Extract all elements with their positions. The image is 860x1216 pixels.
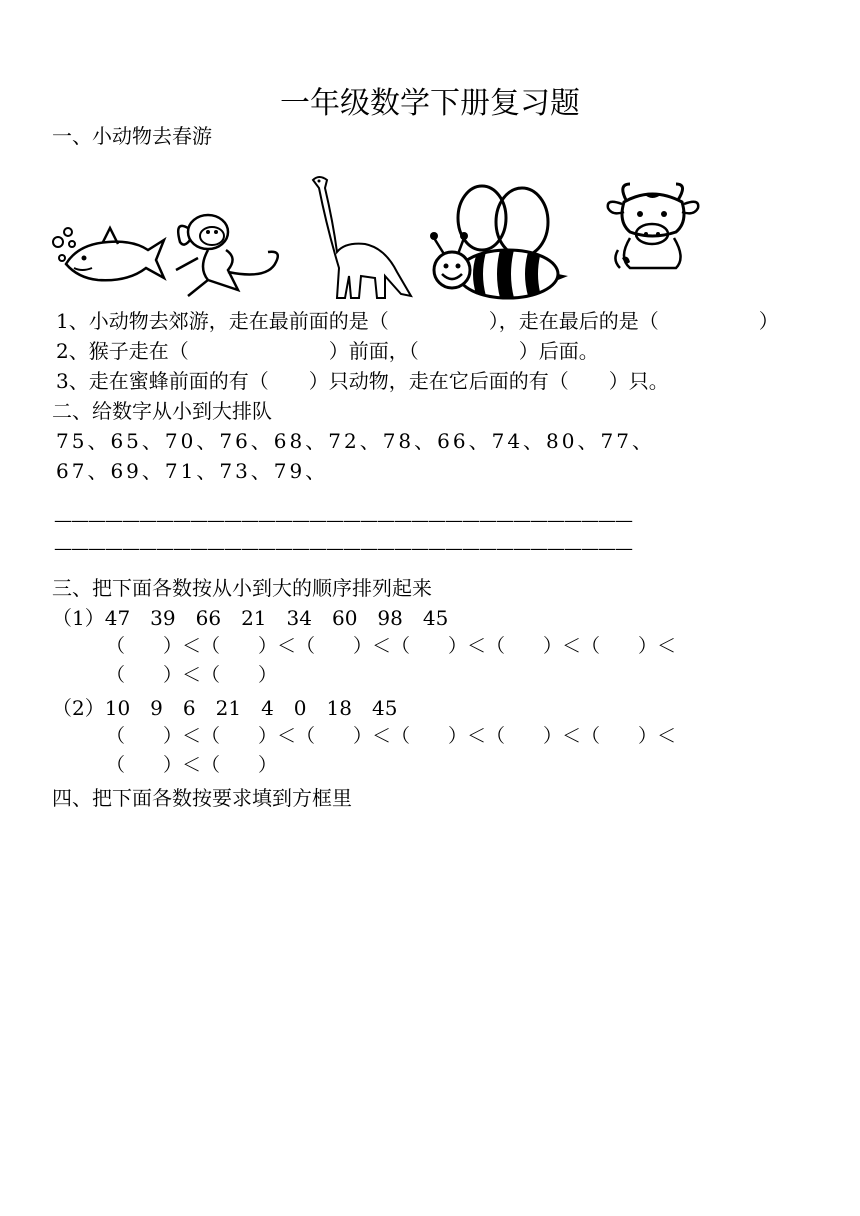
question-2: 2、猴子走在（ ）前面，（ ）后面。 [56, 339, 599, 363]
sec3-item2-blanks-1: （ ）＜（ ）＜（ ）＜（ ）＜（ ）＜（ ）＜ [106, 725, 677, 747]
section3-heading: 三、把下面各数按从小到大的顺序排列起来 [52, 576, 432, 600]
monkey-icon [168, 210, 288, 302]
sec3-item2-blanks-2: （ ）＜（ ） [106, 754, 278, 776]
answer-line-1: —————————————————————————————————— [54, 510, 632, 531]
section2-heading: 二、给数字从小到大排队 [52, 399, 272, 423]
sec3-item1-numbers: （1）47 39 66 21 34 60 98 45 [52, 606, 449, 630]
dolphin-icon [48, 222, 168, 292]
numbers-line-1: 75、65、70、76、68、72、78、66、74、80、77、 [56, 429, 655, 453]
sec3-item1-blanks-1: （ ）＜（ ）＜（ ）＜（ ）＜（ ）＜（ ）＜ [106, 635, 677, 657]
question-3: 3、走在蜜蜂前面的有（ ）只动物，走在它后面的有（ ）只。 [56, 369, 669, 393]
page-title: 一年级数学下册复习题 [280, 86, 580, 121]
answer-line-2: —————————————————————————————————— [54, 538, 632, 559]
sec3-item1-blanks-2: （ ）＜（ ） [106, 664, 278, 686]
section4-heading: 四、把下面各数按要求填到方框里 [52, 786, 352, 810]
dinosaur-icon [305, 172, 415, 302]
sec3-item2-numbers: （2）10 9 6 21 4 0 18 45 [52, 696, 398, 720]
question-1: 1、小动物去郊游，走在最前面的是（ ），走在最后的是（ ） [56, 309, 779, 333]
cow-icon [604, 178, 704, 273]
bee-icon [420, 182, 570, 302]
section1-heading: 一、小动物去春游 [52, 124, 212, 148]
numbers-line-2: 67、69、71、73、79、 [56, 459, 329, 483]
